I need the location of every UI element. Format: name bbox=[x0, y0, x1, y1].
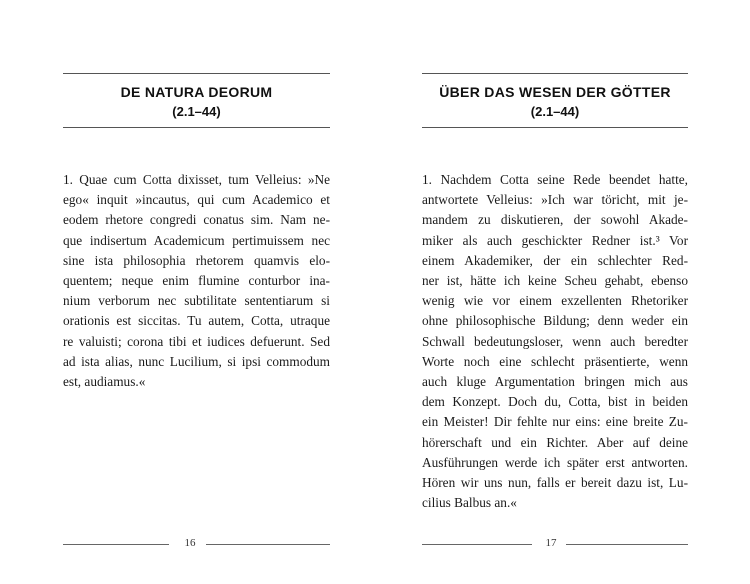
right-page-title: ÜBER DAS WESEN DER GÖTTER bbox=[439, 84, 671, 100]
text-line: wenig wie vor einem exzellenten Rhetoriker bbox=[422, 293, 688, 309]
text-line: que indisertum Academicum pertimuissem nec bbox=[63, 232, 330, 248]
text-line: dem Konzept. Doch du, Cotta, bist in beiden bbox=[422, 394, 688, 410]
text-line: miker als auch geschickter Redner ist.³ Vor bbox=[422, 232, 688, 248]
right-page-subtitle: (2.1–44) bbox=[530, 104, 580, 119]
text-line: est, audiamus.« bbox=[63, 374, 146, 390]
text-line: Worte noch eine schlecht präsentierte, wenn bbox=[422, 353, 688, 369]
text-line: sine ista philosophia rhetorem quamvis elo- bbox=[63, 252, 330, 268]
footer-rule bbox=[566, 544, 688, 545]
right-header-top-rule bbox=[422, 73, 688, 74]
text-line: 1. Quae cum Cotta dixisset, tum Velleius: »Ne bbox=[63, 172, 330, 187]
footer-rule bbox=[206, 544, 330, 545]
page-number: 16 bbox=[184, 537, 196, 549]
text-line: Hören wir uns nun, falls er bereit dazu ist, Lu- bbox=[422, 475, 688, 491]
text-line: ein Meister! Dir fehlte nur eins: eine breite Zu- bbox=[422, 414, 688, 430]
footer-rule bbox=[63, 544, 169, 545]
right-page-footer bbox=[422, 537, 688, 551]
text-line: cilius Balbus an.« bbox=[422, 495, 517, 511]
text-line: 1. Nachdem Cotta seine Rede beendet hatte, bbox=[422, 172, 688, 187]
text-line: nium verborum nec subtilitate sententiarum si bbox=[63, 293, 330, 309]
right-header-bottom-rule bbox=[422, 127, 688, 128]
text-line: re valuisti; corona tibi et iudices defuerunt. Sed bbox=[63, 333, 330, 349]
left-header-top-rule bbox=[63, 73, 330, 74]
text-line: ad ista alias, nunc Lucilium, si ipsi commodum bbox=[63, 353, 330, 369]
text-line: einem Akademiker, der ein schlechter Red- bbox=[422, 252, 688, 268]
right-page bbox=[422, 0, 688, 584]
text-line: ego« inquit »incautus, qui cum Academico et bbox=[63, 192, 330, 208]
page-number: 17 bbox=[545, 537, 557, 549]
right-body-text bbox=[422, 170, 688, 513]
text-line: auch kluge Argumentation bringen mich aus bbox=[422, 374, 688, 390]
text-line: orationis est siccitas. Tu autem, Cotta, utraque bbox=[63, 313, 330, 329]
text-line: ohne philosophische Bildung; denn weder ein bbox=[422, 313, 688, 329]
text-line: Schwall bedeutungsloser, wenn auch beredter bbox=[422, 333, 688, 349]
text-line: antwortete Velleius: »Ich war töricht, mit je- bbox=[422, 192, 688, 208]
left-page-subtitle: (2.1–44) bbox=[172, 104, 221, 119]
left-page-title: DE NATURA DEORUM bbox=[120, 84, 273, 100]
text-line: eodem rhetore congredi conatus sim. Nam ne- bbox=[63, 212, 330, 228]
text-line: mandem zu diskutieren, der sowohl Akade- bbox=[422, 212, 688, 228]
text-line: hörerschaft und ein Richter. Aber auf deine bbox=[422, 434, 688, 450]
left-page-footer bbox=[63, 537, 330, 551]
footer-rule bbox=[422, 544, 532, 545]
text-line: Ausführungen werde ich später erst antworten. bbox=[422, 454, 688, 470]
left-page bbox=[63, 0, 330, 584]
left-body-text bbox=[63, 170, 330, 392]
text-line: ner ist, hätte ich keine Scheu gehabt, ebenso bbox=[422, 273, 688, 289]
text-line: quentem; neque enim flumine conturbor ina- bbox=[63, 273, 330, 289]
left-header-bottom-rule bbox=[63, 127, 330, 128]
